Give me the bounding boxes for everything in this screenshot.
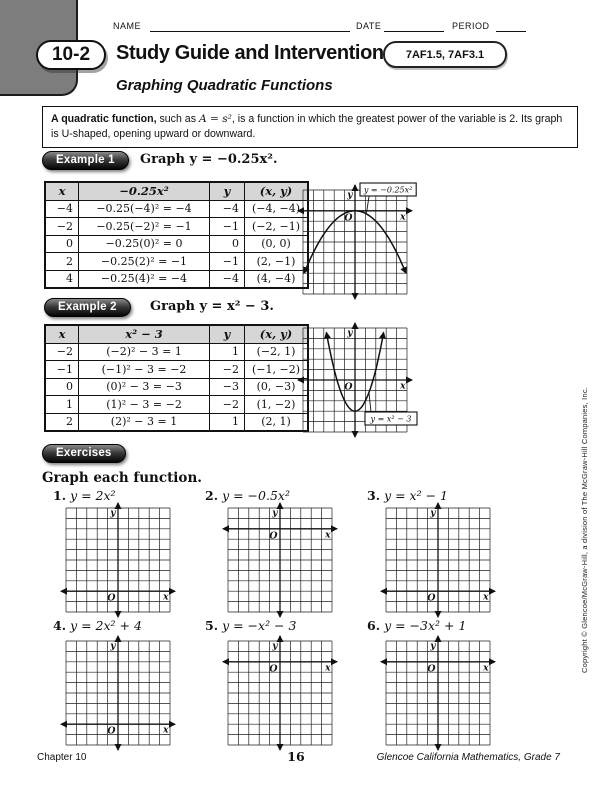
header-cell: −0.25x² [79,182,210,200]
cell: −0.25(0)² = 0 [79,235,210,253]
concept-formula: A = s² [198,113,232,125]
cell: 0 [45,378,79,396]
svg-text:y = x² − 3: y = x² − 3 [370,414,412,424]
cell: (0)² − 3 = −3 [79,378,210,396]
svg-text:O: O [344,381,353,393]
example2-parabola-graph [295,319,423,443]
name-blank-line [150,20,350,32]
cell: (1)² − 3 = −2 [79,396,210,414]
period-blank-line [496,20,526,32]
footer-page-number: 16 [287,749,305,764]
svg-text:O: O [269,530,278,542]
table-header-row [45,182,308,200]
cell: 4 [45,270,79,288]
cell: −4 [210,270,245,288]
svg-text:y: y [430,641,436,652]
exercise-4-label: 4. y = 2x² + 4 [53,618,142,633]
table-row [45,235,308,253]
cell: −0.25(−2)² = −1 [79,218,210,236]
header-cell: y [210,182,245,200]
example1-parabola-graph [295,181,423,305]
cell: 2 [45,413,79,431]
cell: −0.25(2)² = −1 [79,253,210,271]
header-cell: x² − 3 [79,325,210,343]
svg-text:y: y [110,508,116,519]
cell: −1 [45,361,79,379]
svg-text:y: y [272,641,278,652]
example1-prompt: Graph y = −0.25x². [140,152,278,167]
svg-text:y: y [347,328,353,339]
cell: 1 [45,396,79,414]
svg-text:O: O [107,725,116,737]
svg-text:x: x [163,725,169,736]
footer-book-title: Glencoe California Mathematics, Grade 7 [376,752,560,763]
svg-text:O: O [344,212,353,224]
table-row [45,396,308,414]
exercise-3-label: 3. y = x² − 1 [367,488,448,503]
cell: (0, −3) [245,378,309,396]
copyright-sidebar: Copyright © Glencoe/McGraw-Hill, a division of The McGraw-Hill Companies, Inc. [580,386,589,673]
cell: −3 [210,378,245,396]
header-cell: x [45,325,79,343]
table-row [45,378,308,396]
cell: (2, 1) [245,413,309,431]
header-cell: (x, y) [245,182,309,200]
cell: (2)² − 3 = 1 [79,413,210,431]
cell: −4 [45,200,79,218]
exercise-5-grid [220,632,348,756]
cell: (−1, −2) [245,361,309,379]
svg-text:O: O [427,663,436,675]
cell: −1 [210,218,245,236]
svg-text:O: O [107,592,116,604]
exercise-1-label: 1. y = 2x² [53,488,116,503]
exercises-badge: Exercises [42,444,126,463]
name-label: NAME [113,21,142,31]
table-row [45,270,308,288]
svg-text:x: x [163,592,169,603]
cell: −4 [210,200,245,218]
cell: −0.25(4)² = −4 [79,270,210,288]
cell: −2 [45,218,79,236]
cell: (0, 0) [245,235,309,253]
svg-text:O: O [269,663,278,675]
exercise-4-grid [58,632,186,756]
table-row [45,413,308,431]
cell: (4, −4) [245,270,309,288]
svg-text:x: x [483,663,489,674]
example2-badge: Example 2 [44,298,131,317]
header-cell: (x, y) [245,325,309,343]
period-label: PERIOD [452,21,490,31]
svg-text:y: y [110,641,116,652]
table-row [45,200,308,218]
svg-text:x: x [400,381,406,392]
cell: 2 [45,253,79,271]
exercise-6-grid [378,632,506,756]
cell: (−1)² − 3 = −2 [79,361,210,379]
exercise-2-label: 2. y = −0.5x² [205,488,290,503]
concept-definition-box [42,106,578,148]
example1-badge: Example 1 [42,151,129,170]
exercise-5-label: 5. y = −x² − 3 [205,618,297,633]
exercise-6-label: 6. y = −3x² + 1 [367,618,467,633]
concept-mid: such as [156,113,199,125]
exercise-1-grid [58,499,186,623]
example1-table [44,181,309,289]
table-row [45,343,308,361]
svg-text:x: x [325,663,331,674]
concept-lead: A quadratic function, [51,113,157,125]
svg-text:y: y [430,508,436,519]
standards-badge: 7AF1.5, 7AF3.1 [383,41,507,68]
cell: −2 [210,396,245,414]
header-cell: x [45,182,79,200]
concept-rest: , is a function in which the greatest power of the variable is 2. Its graph is U-shaped, opening upward or downward. [51,113,563,141]
svg-text:x: x [483,592,489,603]
date-label: DATE [356,21,382,31]
table-header-row [45,325,308,343]
cell: (2, −1) [245,253,309,271]
svg-text:y = −0.25x²: y = −0.25x² [363,185,413,195]
exercise-3-grid [378,499,506,623]
cell: (−2)² − 3 = 1 [79,343,210,361]
lesson-subtitle: Graphing Quadratic Functions [116,77,333,94]
exercise-2-grid [220,499,348,623]
cell: 1 [210,413,245,431]
header-cell: y [210,325,245,343]
cell: −1 [210,253,245,271]
svg-text:y: y [347,190,353,201]
table-row [45,253,308,271]
example2-prompt: Graph y = x² − 3. [150,299,274,314]
lesson-number-badge: 10-2 [36,40,106,70]
example2-table [44,324,309,432]
cell: 1 [210,343,245,361]
svg-text:x: x [400,212,406,223]
cell: (−4, −4) [245,200,309,218]
date-blank-line [384,20,444,32]
svg-text:O: O [427,592,436,604]
svg-text:x: x [325,530,331,541]
cell: 0 [210,235,245,253]
cell: −0.25(−4)² = −4 [79,200,210,218]
cell: −2 [45,343,79,361]
cell: −2 [210,361,245,379]
footer-chapter: Chapter 10 [37,752,87,763]
page-title: Study Guide and Intervention [116,42,384,64]
table-row [45,218,308,236]
table-row [45,361,308,379]
cell: (−2, −1) [245,218,309,236]
cell: 0 [45,235,79,253]
svg-text:y: y [272,508,278,519]
exercises-instruction: Graph each function. [42,470,202,486]
cell: (1, −2) [245,396,309,414]
cell: (−2, 1) [245,343,309,361]
